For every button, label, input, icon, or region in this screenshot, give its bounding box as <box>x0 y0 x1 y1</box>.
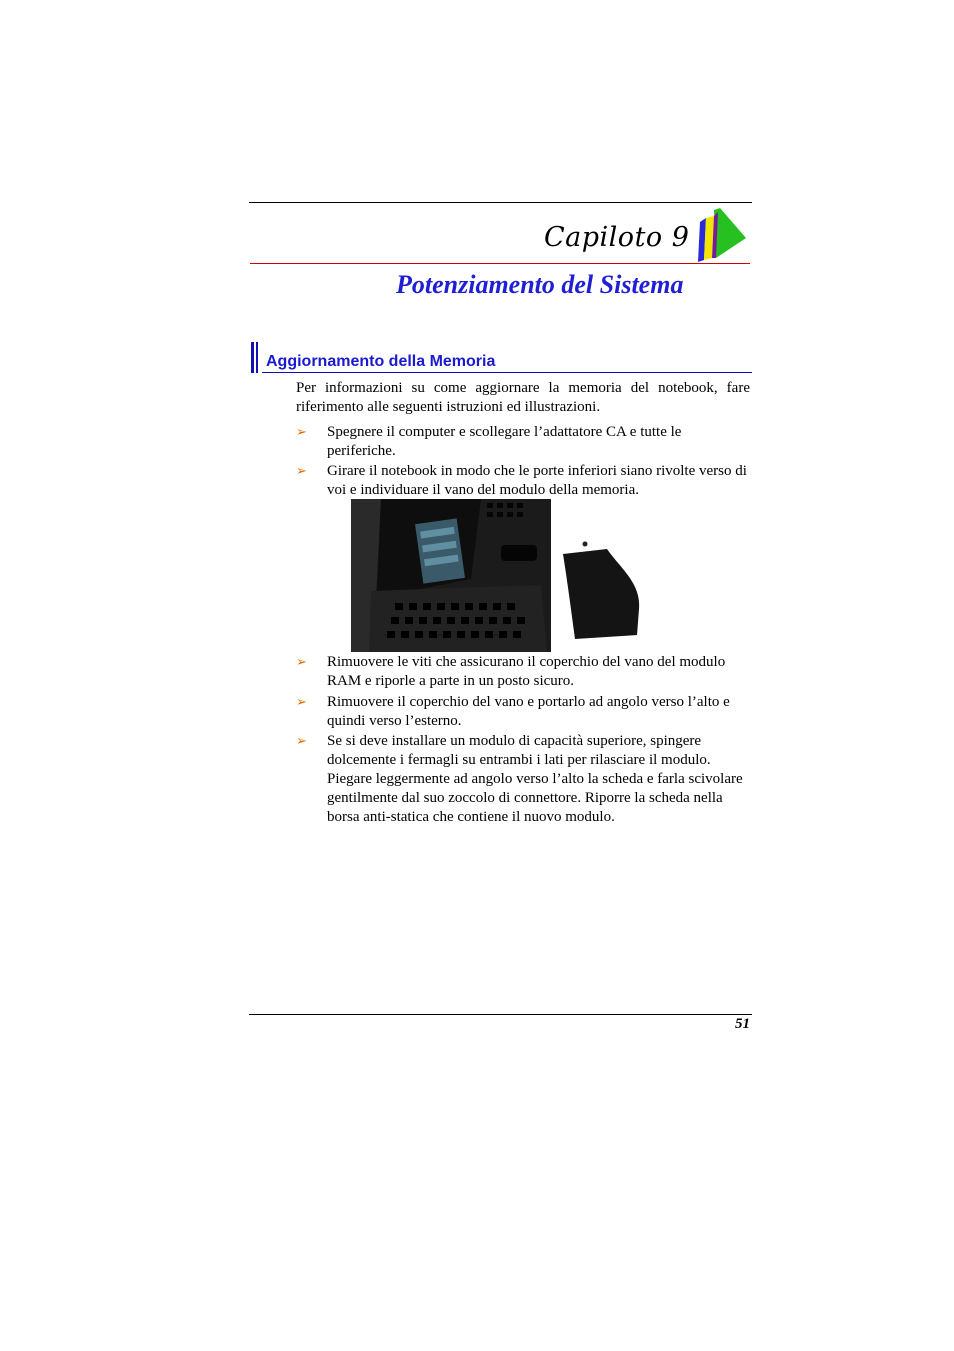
intro-paragraph: Per informazioni su come aggiornare la memoria del notebook, fare riferimento alle seguenti istruzioni ed illustrazioni. <box>296 380 750 415</box>
arrowhead-bullet-icon: ➢ <box>296 425 307 440</box>
chapter-title: Potenziamento del Sistema <box>396 270 684 299</box>
arrowhead-bullet-icon: ➢ <box>296 464 307 479</box>
top-rule <box>249 202 752 203</box>
list-item: ➢ Spegnere il computer e scollegare l’adattatore CA e tutte le periferiche. <box>296 424 682 459</box>
memory-compartment-photo <box>351 499 653 652</box>
chapter-flag-logo <box>694 208 750 264</box>
arrowhead-bullet-icon: ➢ <box>296 695 307 710</box>
list-item: ➢ Girare il notebook in modo che le porte inferiori siano rivolte verso di voi e individuare il vano del modulo della memoria. <box>296 463 747 498</box>
arrowhead-bullet-icon: ➢ <box>296 655 307 670</box>
list-item: ➢ Se si deve installare un modulo di capacità superiore, spingere dolcemente i fermagli su entrambi i lati per rilasciare il modulo. Piegare leggermente ad angolo verso l’alto la scheda e farla scivolare gentilmente dal suo zoccolo di connettore. Riporre la scheda nella borsa anti-statica che contiene il nuovo modulo. <box>296 733 743 825</box>
arrowhead-bullet-icon: ➢ <box>296 734 307 749</box>
list-item: ➢ Rimuovere le viti che assicurano il coperchio del vano del modulo RAM e riporle a parte in un posto sicuro. <box>296 654 726 689</box>
section-marker-bar <box>251 342 254 373</box>
section-title: Aggiornamento della Memoria <box>266 353 496 370</box>
section-marker-bar-thin <box>256 342 258 373</box>
page-number: 51 <box>735 1016 750 1032</box>
chapter-red-rule <box>250 263 750 264</box>
chapter-label: Capiloto 9 <box>544 222 690 253</box>
section-underline <box>262 372 752 373</box>
list-item: ➢ Rimuovere il coperchio del vano e portarlo ad angolo verso l’alto e quindi verso l’esterno. <box>296 694 730 729</box>
footer-rule <box>249 1014 752 1015</box>
